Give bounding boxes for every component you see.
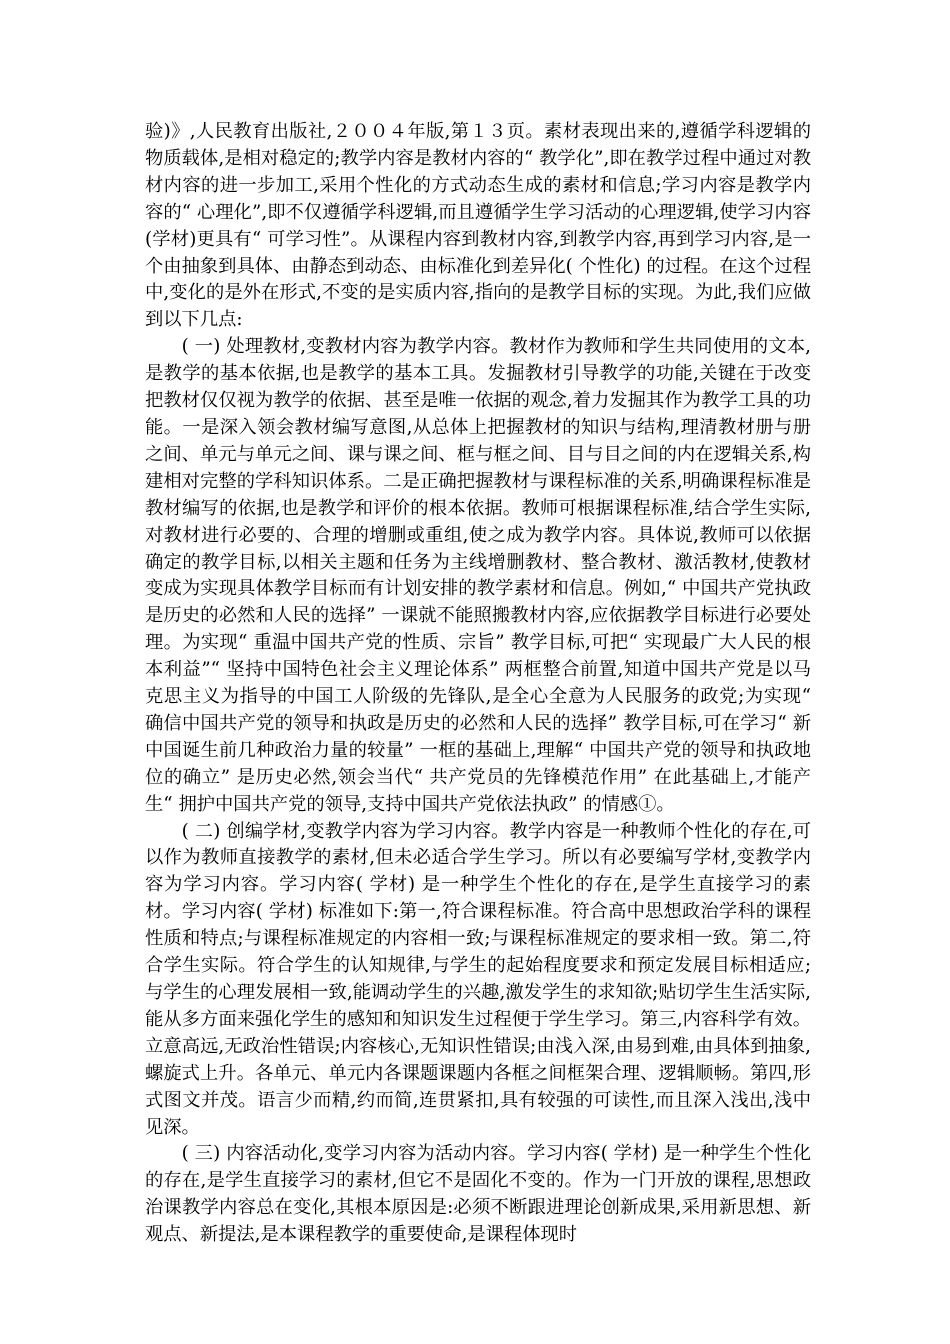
- paragraph-continuation: 验)》,人民教育出版社,２００４年版,第１３页。素材表现出来的,遵循学科逻辑的物质载体,是相对稳定的;教学内容是教材内容的“ 教学化”,即在教学过程中通过对教材内容的进一步加工,采用个性化的方式动态生成的素材和信息;学习内容是教学内容的“ 心理化”,即不仅遵循学科逻辑,而且遵循学生学习活动的心理逻辑,使学习内容(学材)更具有“ 可学习性”。从课程内容到教材内容,到教学内容,再到学习内容,是一个由抽象到具体、由静态到动态、由标准化到差异化( 个性化) 的过程。在这个过程中,变化的是外在形式,不变的是实质内容,指向的是教学目标的实现。为此,我们应做到以下几点:: [145, 121, 811, 331]
- paragraph-section-three: ( 三) 内容活动化,变学习内容为活动内容。学习内容( 学材) 是一种学生个性化的存在,是学生直接学习的素材,但它不是固化不变的。作为一门开放的课程,思想政治课教学内容总在变化,其根本原因是:必须不断跟进理论创新成果,采用新思想、新观点、新提法,是本课程教学的重要使命,是课程体现时: [145, 1143, 811, 1246]
- paragraph-section-two: ( 二) 创编学材,变教学内容为学习内容。教学内容是一种教师个性化的存在,可以作为教师直接教学的素材,但未必适合学生学习。所以有必要编写学材,变教学内容为学习内容。学习内容( 学材) 是一种学生个性化的存在,是学生直接学习的素材。学习内容( 学材) 标准如下:第一,符合课程标准。符合高中思想政治学科的课程性质和特点;与课程标准规定的内容相一致;与课程标准规定的要求相一致。第二,符合学生实际。符合学生的认知规律,与学生的起始程度要求和预定发展目标相适应;与学生的心理发展相一致,能调动学生的兴趣,激发学生的求知欲;贴切学生生活实际,能从多方面来强化学生的感知和知识发生过程便于学生学习。第三,内容科学有效。立意高远,无政治性错误;内容核心,无知识性错误;由浅入深,由易到难,由具体到抽象,螺旋式上升。各单元、单元内各课题课题内各框之间框架合理、逻辑顺畅。第四,形式图文并茂。语言少而精,约而简,连贯紧扣,具有较强的可读性,而且深入浅出,浅中见深。: [145, 820, 811, 1138]
- document-body: [145, 119, 811, 1249]
- paragraph-section-one: ( 一) 处理教材,变教材内容为教学内容。教材作为教师和学生共同使用的文本,是教学的基本依据,也是教学的基本工具。发掘教材引导教学的功能,关键在于改变把教材仅仅视为教学的依据、甚至是唯一依据的观念,着力发掘其作为教学工具的功能。一是深入领会教材编写意图,从总体上把握教材的知识与结构,理清教材册与册之间、单元与单元之间、课与课之间、框与框之间、目与目之间的内在逻辑关系,构建相对完整的学科知识体系。二是正确把握教材与课程标准的关系,明确课程标准是教材编写的依据,也是教学和评价的根本依据。教师可根据课程标准,结合学生实际,对教材进行必要的、合理的增删或重组,使之成为教学内容。具体说,教师可以依据确定的教学目标,以相关主题和任务为主线增删教材、整合教材、激活教材,使教材变成为实现具体教学目标而有计划安排的教学素材和信息。例如,“ 中国共产党执政是历史的必然和人民的选择” 一课就不能照搬教材内容,应依据教学目标进行必要处理。为实现“ 重温中国共产党的性质、宗旨” 教学目标,可把“ 实现最广大人民的根本利益”“ 坚持中国特色社会主义理论体系” 两框整合前置,知道中国共产党是以马克思主义为指导的中国工人阶级的先锋队,是全心全意为人民服务的政党;为实现“ 确信中国共产党的领导和执政是历史的必然和人民的选择” 教学目标,可在学习“ 新中国诞生前几种政治力量的较量” 一框的基础上,理解“ 中国共产党的领导和执政地位的确立” 是历史必然,领会当代“ 共产党员的先锋模范作用” 在此基础上,才能产生“ 拥护中国共产党的领导,支持中国共产党依法执政” 的情感①。: [145, 336, 811, 815]
